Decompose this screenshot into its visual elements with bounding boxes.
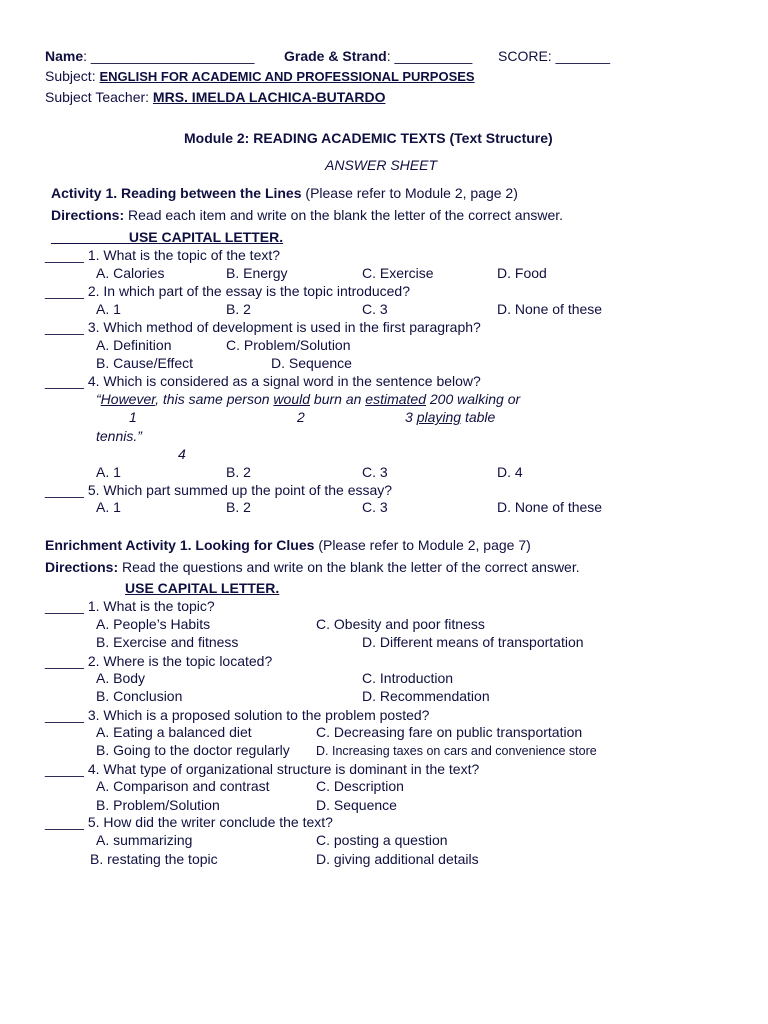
quote-seg-3: 200 walking or bbox=[425, 391, 521, 407]
name-label: Name bbox=[45, 48, 84, 64]
grade-label: Grade & Strand bbox=[284, 48, 387, 64]
a1-q1-option-b: B. Energy bbox=[226, 265, 288, 281]
capital-letter-note: __________USE CAPITAL LETTER. bbox=[51, 229, 284, 245]
marker-3: 3 bbox=[405, 409, 413, 425]
quote-end: tennis.” bbox=[96, 428, 142, 444]
subject-label: Subject: bbox=[45, 68, 96, 84]
directions-label: Directions: bbox=[51, 207, 125, 223]
e-q1-option-a: A. People’s Habits bbox=[96, 616, 211, 632]
e-q3-option-c: C. Decreasing fare on public transportation bbox=[316, 724, 583, 740]
e-q1-option-d: D. Different means of transportation bbox=[362, 634, 584, 650]
quote-seg-4: table bbox=[461, 409, 496, 425]
activity1-title bbox=[51, 184, 518, 202]
a1-q1-option-c: C. Exercise bbox=[362, 265, 434, 281]
e-q4-option-c: C. Description bbox=[316, 778, 404, 794]
a1-q5-option-c: C. 3 bbox=[362, 499, 388, 515]
a1-q1-option-a: A. Calories bbox=[96, 265, 165, 281]
e-q2-option-a: A. Body bbox=[96, 670, 146, 686]
a1-q3-option-a: A. Definition bbox=[96, 337, 172, 353]
signal-word-3: estimated bbox=[365, 391, 426, 407]
e-q1-text: _____ 1. What is the topic? bbox=[45, 598, 215, 614]
signal-word-2: would bbox=[273, 391, 311, 407]
enrichment-title bbox=[45, 536, 531, 554]
enrichment-title-bold: Enrichment Activity 1. Looking for Clues bbox=[45, 537, 315, 553]
e-q5-option-a: A. summarizing bbox=[96, 832, 193, 848]
a1-q3-option-d: D. Sequence bbox=[271, 355, 352, 371]
e-q3-option-d: D. Increasing taxes on cars and convenience store bbox=[316, 744, 597, 758]
a1-q4-option-c: C. 3 bbox=[362, 464, 388, 480]
subject-line bbox=[45, 67, 475, 86]
teacher-line bbox=[45, 88, 385, 106]
enrichment-capital-note: USE CAPITAL LETTER. bbox=[125, 580, 280, 596]
e-q2-option-c: C. Introduction bbox=[362, 670, 454, 686]
e-q4-option-d: D. Sequence bbox=[316, 797, 397, 813]
marker-2: 2 bbox=[297, 409, 305, 425]
marker-4: 4 bbox=[178, 446, 186, 462]
enrichment-title-ref: (Please refer to Module 2, page 7) bbox=[318, 537, 531, 553]
e-q4-text: _____ 4. What type of organizational structure is dominant in the text? bbox=[45, 761, 480, 777]
answer-sheet-title: ANSWER SHEET bbox=[325, 157, 438, 173]
a1-q3-option-c: C. Problem/Solution bbox=[226, 337, 351, 353]
directions-text: Read each item and write on the blank the letter of the correct answer. bbox=[128, 207, 564, 223]
activity1-directions bbox=[51, 206, 563, 224]
a1-q5-option-d: D. None of these bbox=[497, 499, 603, 515]
module-title bbox=[184, 129, 553, 147]
teacher-value: MRS. IMELDA LACHICA-BUTARDO bbox=[152, 89, 386, 105]
e-q5-text: _____ 5. How did the writer conclude the text? bbox=[45, 814, 333, 830]
e-q2-text: _____ 2. Where is the topic located? bbox=[45, 653, 273, 669]
name-blank: : _____________________ bbox=[83, 48, 255, 64]
teacher-label: Subject Teacher: bbox=[45, 89, 150, 105]
activity1-title-ref: (Please refer to Module 2, page 2) bbox=[305, 185, 518, 201]
name-line bbox=[45, 47, 254, 65]
a1-q5-option-a: A. 1 bbox=[96, 499, 121, 515]
a1-q4-text: _____ 4. Which is considered as a signal word in the sentence below? bbox=[45, 373, 481, 389]
enrichment-directions bbox=[45, 558, 580, 576]
grade-blank: : __________ bbox=[386, 48, 473, 64]
a1-q4-option-d: D. 4 bbox=[497, 464, 523, 480]
e-q3-option-a: A. Eating a balanced diet bbox=[96, 724, 252, 740]
a1-q1-text: _____ 1. What is the topic of the text? bbox=[45, 247, 281, 263]
e-q3-option-b: B. Going to the doctor regularly bbox=[96, 742, 290, 758]
activity1-title-bold: Activity 1. Reading between the Lines bbox=[51, 185, 302, 201]
signal-word-4: playing bbox=[416, 409, 462, 425]
a1-q5-text: _____ 5. Which part summed up the point of the essay? bbox=[45, 482, 393, 498]
a1-q3-text: _____ 3. Which method of development is used in the first paragraph? bbox=[45, 319, 481, 335]
subject-value: ENGLISH FOR ACADEMIC AND PROFESSIONAL PURPOSES bbox=[99, 69, 475, 84]
enrichment-directions-text: Read the questions and write on the blank the letter of the correct answer. bbox=[122, 559, 580, 575]
e-q1-option-b: B. Exercise and fitness bbox=[96, 634, 239, 650]
a1-q2-option-c: C. 3 bbox=[362, 301, 388, 317]
a1-q2-option-d: D. None of these bbox=[497, 301, 603, 317]
e-q4-option-b: B. Problem/Solution bbox=[96, 797, 220, 813]
e-q5-option-c: C. posting a question bbox=[316, 832, 448, 848]
marker-1: 1 bbox=[129, 409, 137, 425]
a1-q2-option-a: A. 1 bbox=[96, 301, 121, 317]
quote-seg-2: burn an bbox=[310, 391, 366, 407]
score-field: SCORE: _______ bbox=[498, 48, 611, 64]
a1-q5-option-b: B. 2 bbox=[226, 499, 251, 515]
e-q4-option-a: A. Comparison and contrast bbox=[96, 778, 270, 794]
signal-word-1: However bbox=[100, 391, 156, 407]
a1-q4-option-a: A. 1 bbox=[96, 464, 121, 480]
marker-3-line bbox=[405, 408, 495, 426]
e-q2-option-b: B. Conclusion bbox=[96, 688, 183, 704]
grade-line bbox=[284, 47, 472, 65]
e-q5-option-d: D. giving additional details bbox=[316, 851, 479, 867]
a1-q2-option-b: B. 2 bbox=[226, 301, 251, 317]
enrichment-directions-label: Directions: bbox=[45, 559, 119, 575]
a1-q4-quote bbox=[96, 390, 520, 408]
e-q3-text: _____ 3. Which is a proposed solution to the problem posted? bbox=[45, 707, 430, 723]
a1-q1-option-d: D. Food bbox=[497, 265, 547, 281]
quote-open: “ bbox=[96, 391, 101, 407]
quote-seg-1: , this same person bbox=[155, 391, 274, 407]
module-title-text: Module 2: READING ACADEMIC TEXTS (Text Structure) bbox=[184, 130, 553, 146]
e-q1-option-c: C. Obesity and poor fitness bbox=[316, 616, 485, 632]
a1-q2-text: _____ 2. In which part of the essay is the topic introduced? bbox=[45, 283, 411, 299]
e-q2-option-d: D. Recommendation bbox=[362, 688, 490, 704]
e-q5-option-b: B. restating the topic bbox=[90, 851, 218, 867]
a1-q3-option-b: B. Cause/Effect bbox=[96, 355, 194, 371]
a1-q4-option-b: B. 2 bbox=[226, 464, 251, 480]
